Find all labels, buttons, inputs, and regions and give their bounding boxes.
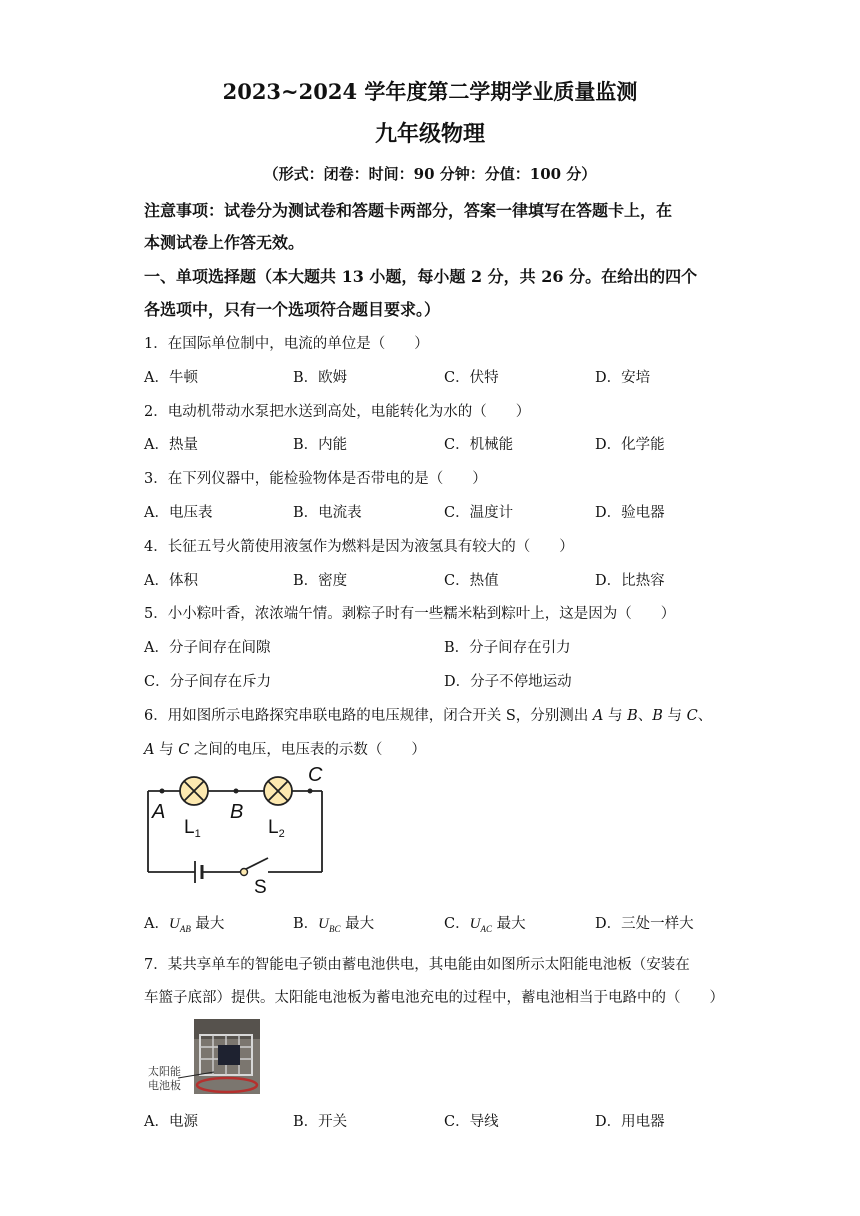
question-6-option-b: B．$U_{BC}$ 最大 <box>293 916 375 934</box>
question-1-option-a: A．牛顿 <box>144 370 198 386</box>
lamp-l2-icon <box>264 777 292 805</box>
question-1-option-c: C．伏特 <box>444 370 499 386</box>
question-5-stem: 5．小小粽叶香，浓浓端午情。剥粽子时有一些糯米粘到粽叶上，这是因为（ ） <box>144 606 676 622</box>
question-4-option-c: C．热值 <box>444 573 499 589</box>
exam-title: 2023~2024 学年度第二学期学业质量监测 <box>222 79 638 104</box>
question-3-option-b: B．电流表 <box>293 505 362 521</box>
question-4-option-a: A．体积 <box>144 573 198 589</box>
question-5-option-c: C．分子间存在斥力 <box>144 674 272 690</box>
question-6-stem-line-2: A 与 C 之间的电压，电压表的示数（ ） <box>144 742 426 758</box>
question-4-option-b: B．密度 <box>293 573 348 589</box>
solar-panel-icon <box>218 1045 240 1065</box>
circuit-label-c: C <box>308 764 323 786</box>
question-7-option-d: D．用电器 <box>595 1114 665 1130</box>
question-5-option-a: A．分子间存在间隙 <box>144 640 271 656</box>
notice-line-2: 本测试卷上作答无效。 <box>144 233 305 252</box>
battery-icon <box>195 861 202 883</box>
question-3-option-c: C．温度计 <box>444 505 514 521</box>
question-4-option-d: D．比热容 <box>595 573 665 589</box>
node-b-dot <box>234 789 239 794</box>
circuit-label-l1: $L_1$ <box>184 817 201 840</box>
question-1-option-b: B．欧姆 <box>293 370 348 386</box>
question-7-option-b: B．开关 <box>293 1114 348 1130</box>
question-7-option-a: A．电源 <box>144 1114 198 1130</box>
question-7-stem-line-1: 7．某共享单车的智能电子锁由蓄电池供电，其电能由如图所示太阳能电池板（安装在 <box>144 957 690 973</box>
question-1-option-d: D．安培 <box>595 370 651 386</box>
circuit-label-s: S <box>254 877 267 898</box>
question-7-option-c: C．导线 <box>444 1114 499 1130</box>
lamp-l1-icon <box>180 777 208 805</box>
node-c-dot <box>308 789 313 794</box>
section-heading-line-2: 各选项中，只有一个选项符合题目要求。） <box>144 300 441 319</box>
question-2-option-b: B．内能 <box>293 437 348 453</box>
question-5-option-d: D．分子不停地运动 <box>444 674 572 690</box>
switch-pivot-icon <box>241 869 248 876</box>
solar-panel-label-2: 电池板 <box>148 1079 181 1092</box>
question-3-option-a: A．电压表 <box>144 505 213 521</box>
question-1-stem: 1．在国际单位制中，电流的单位是（ ） <box>144 336 429 352</box>
exam-subtitle: 九年级物理 <box>374 121 485 147</box>
question-2-option-c: C．机械能 <box>444 437 514 453</box>
solar-panel-label-1: 太阳能 <box>148 1065 181 1078</box>
notice-line-1: 注意事项：试卷分为测试卷和答题卡两部分，答案一律填写在答题卡上，在 <box>144 201 673 220</box>
question-6-option-c: C．$U_{AC}$ 最大 <box>444 916 526 934</box>
question-4-stem: 4．长征五号火箭使用液氢作为燃料是因为液氢具有较大的（ ） <box>144 539 574 555</box>
pointer-line <box>178 1070 218 1084</box>
node-a-dot <box>160 789 165 794</box>
question-6-stem-line-1: 6．用如图所示电路探究串联电路的电压规律，闭合开关 S，分别测出 A 与 B、B 与 C、 <box>144 708 713 724</box>
series-circuit-diagram <box>140 760 340 900</box>
circuit-label-a: A <box>152 801 166 823</box>
question-6-option-d: D．三处一样大 <box>595 916 694 932</box>
circuit-label-b: B <box>230 801 244 823</box>
exam-info: （形式：闭卷：时间：90 分钟：分值：100 分） <box>263 165 597 183</box>
question-5-option-b: B．分子间存在引力 <box>444 640 571 656</box>
question-3-option-d: D．验电器 <box>595 505 665 521</box>
circuit-label-l2: $L_2$ <box>268 817 285 840</box>
question-3-stem: 3．在下列仪器中，能检验物体是否带电的是（ ） <box>144 471 487 487</box>
question-2-option-a: A．热量 <box>144 437 198 453</box>
question-6-option-a: A．$U_{AB}$ 最大 <box>144 916 225 934</box>
question-7-stem-line-2: 车篮子底部）提供。太阳能电池板为蓄电池充电的过程中，蓄电池相当于电路中的（ ） <box>144 990 724 1006</box>
question-2-stem: 2．电动机带动水泵把水送到高处，电能转化为水的（ ） <box>144 404 531 420</box>
question-2-option-d: D．化学能 <box>595 437 665 453</box>
section-heading-line-1: 一、单项选择题（本大题共 13 小题，每小题 2 分，共 26 分。在给出的四个 <box>144 267 698 286</box>
